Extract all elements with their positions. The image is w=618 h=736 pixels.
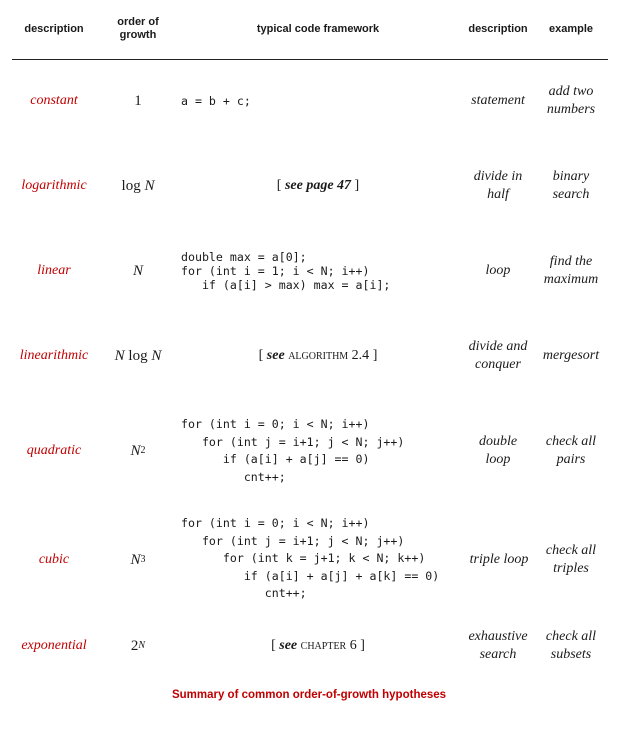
row-constant-name: constant [30,93,78,108]
row-quadratic-order: N 2 [130,442,146,459]
row-linear-name: linear [37,263,71,278]
row-cubic-description: triple loop [469,552,529,567]
row-linearithmic-reference: [ see algorithm 2.4 ] [258,348,378,363]
row-quadratic-name: quadratic [26,443,82,458]
row-cubic-order: N 3 [130,551,146,568]
row-linear-example: find the maximum [543,254,599,287]
row-linearithmic-example: mergesort [542,348,600,363]
row-logarithmic-reference: [ see page 47 ] [276,178,360,193]
row-linearithmic-description: divide and conquer [468,339,528,372]
row-cubic-code: for (int i = 0; i < N; i++) for (int j = i+1; j < N; j++) for (int k = j+1; k < N; k++) if (a[i] + a[j] + a[k] == 0) cnt++; [181,516,440,600]
row-constant-example: add two numbers [546,84,596,117]
row-logarithmic-example: binary search [552,169,590,202]
header-description-2: description [468,23,528,35]
row-quadratic-example: check all pairs [545,434,597,467]
row-exponential-order: 2 N [130,637,146,654]
row-exponential-name: exponential [21,638,87,653]
row-linearithmic-name: linearithmic [19,348,89,363]
row-cubic-name: cubic [38,552,70,567]
row-exponential-example: check all subsets [545,629,597,662]
figure-caption: Summary of common order-of-growth hypotheses [171,689,447,701]
row-constant-order: 1 [134,92,142,109]
header-code-framework: typical code framework [256,23,380,35]
row-logarithmic-order: log N [121,177,155,194]
row-cubic-example: check all triples [545,543,597,576]
header-example: example [548,23,594,35]
header-description: description [24,23,84,35]
row-exponential-reference: [ see chapter 6 ] [271,638,365,653]
row-exponential-description: exhaustive search [468,629,528,662]
row-logarithmic-description: divide in half [473,169,523,202]
row-linear-code: double max = a[0]; for (int i = 1; i < N; i++) if (a[i] > max) max = a[i]; [181,250,391,292]
header-order-of-growth: order of growth [117,16,159,41]
row-linearithmic-order: N log N [114,347,162,364]
row-quadratic-description: double loop [478,434,518,467]
row-constant-description: statement [471,93,525,108]
row-constant-code: a = b + c; [181,94,251,108]
row-linear-order: N [132,262,143,279]
row-linear-description: loop [485,263,511,278]
row-quadratic-code: for (int i = 0; i < N; i++) for (int j = i+1; j < N; j++) if (a[i] + a[j] == 0) cnt++; [181,417,405,484]
header-rule [12,59,608,60]
row-logarithmic-name: logarithmic [21,178,87,193]
